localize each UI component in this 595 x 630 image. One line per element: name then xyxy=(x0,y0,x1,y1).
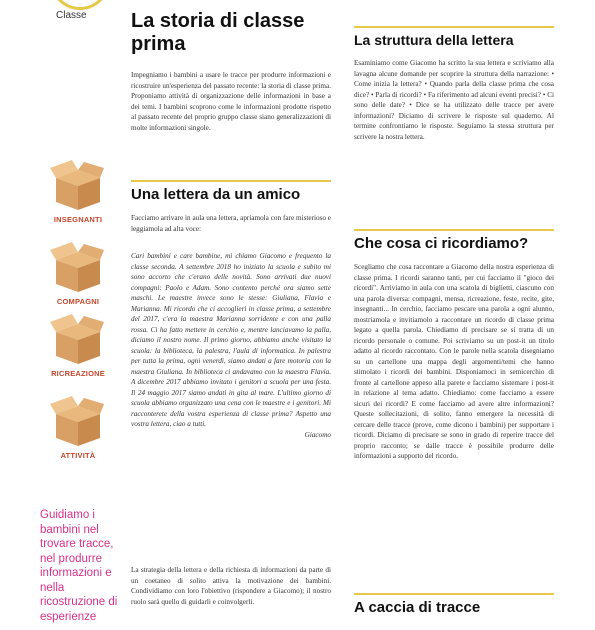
page-title: La storia di classe prima xyxy=(131,10,305,55)
section-heading-lettera: Una lettera da un amico xyxy=(131,180,331,203)
ricordiamo-paragraph: Scegliamo che cosa raccontare a Giacomo della nostra esperienza di classe prima. I ricordi saranno tanti, per cui facciamo il "gioco dei ricordi". Arriviamo in aula con una scatola di biglietti, ciascuno con una parola diversa: compagni, mensa, ricreazione, feste, recite, gite, insegnanti... In cerchio, facciamo pescare una parola a ogni alunno, mostriamola e invitiamolo a raccontare un ricordo di classe prima legato a quella parola. Chiediamo di precisare se si tratta di un ricordo personale o comune. Poi scriviamo su un post-it un titolo adatto al ricordo raccontato. Con le parole nella scatola disegniamo su un cartellone una mappa degli argomenti/temi che hanno stimolato i ricordi dei bambini. Disponiamoci in semicerchio di fronte al cartellone appeso alla parete e facciamo sistemare i post-it in relazione al tema adatto. Chiediamo: come facciamo a essere sicuri dei ricordi? E come facciamo ad avere altre informazioni? Queste sollecitazioni, di solito, fanno emergere la necessità di cercare delle tracce (prove, come dicono i bambini) per supportare i ricordi. Diciamo di precisare se sono in grado di reperire tracce del proprio racconto; se dalle tracce è possibile produrre delle informazioni a supporto del ricordo. xyxy=(354,263,554,460)
intro-paragraph: Impegniamo i bambini a usare le tracce per produrre informazioni e ricostruire un'esperienza del passato recente: la storia di classe prima. Proponiamo attività di organizzazione delle informazioni in base a dei temi. I bambini scoprono come le informazioni prodotte rispetto al passato recente del proprio gruppo classe siano generalizzazioni di molte informazioni singole. xyxy=(131,71,331,132)
section-heading-caccia: A caccia di tracce xyxy=(354,593,554,616)
cardboard-box-icon xyxy=(48,160,106,212)
box-attivita xyxy=(48,396,108,460)
lettera-after: La strategia della lettera e della richiesta di informazioni da parte di un coetaneo di solito attiva la motivazione dei bambini. Condividiamo con loro l'obiettivo (rispondere a Giacomo); il nostro ruolo sarà quello di guidarli e coinvolgerli. xyxy=(131,566,331,606)
left-sidebar xyxy=(0,0,118,630)
badge-arc xyxy=(50,0,110,10)
letter-signature: Giacomo xyxy=(304,430,331,439)
box-label: ATTIVITÀ xyxy=(60,451,96,460)
cardboard-box-icon xyxy=(48,396,106,448)
letter-text xyxy=(131,251,331,440)
cardboard-box-icon xyxy=(48,314,106,366)
box-ricreazione xyxy=(48,314,108,378)
box-label: COMPAGNI xyxy=(56,297,100,306)
sidebar-note: Guidiamo i bambini nel trovare tracce, nel produrre informazioni e nella ricostruzione di esperienze xyxy=(40,509,118,623)
section-heading-struttura: La struttura della lettera xyxy=(354,26,554,48)
letter-body: Cari bambini e care bambine, mi chiamo Giacomo e frequento la classe seconda. A settembre 2018 ho iniziato la scuola e subito mi sono accorto che c'erano delle novità. Sono arrivati due nuovi compagni: Paolo e Adam. Sono contento perché ora siamo sette maschi. Le maestre invece sono le stesse: Giuliana, Flavia e Marianna. Mi ricordo che ci accoglieri in classe prima, a settembre del 2017, c'era la maestra Marianna sorridente e con una palla rossa. Ci ha fatto mettere in cerchio e, mentre lanciavamo la palla, diciamo il nostro nome. Il primo giorno, abbiamo anche visitato la scuola: la biblioteca, la palestra, l'aula di informatica. In palestra per tutta la prima, ogni venerdì, siamo andati a fare motoria con la maestra Giuliana. In biblioteca ci andavamo con la maestra Flavia. A dicembre 2017 abbiamo invitato i genitori a scuola per una festa. Il 24 maggio 2017 siamo andati in gita al mare. L'ultimo giorno di scuola abbiamo organizzato una cena con le maestre e i genitori. Mi racconterete della vostra esperienza di classe prima? Aspetto una vostra lettera, ciao a tutti. xyxy=(131,252,331,428)
box-compagni xyxy=(48,242,108,306)
class-badge: Classe xyxy=(56,10,87,21)
struttura-paragraph: Esaminiamo come Giacomo ha scritto la sua lettera e scriviamo alla lavagna alcune domande per scoprire la struttura della narrazione: • Come inizia la lettera? • Quando parla della classe prima che cosa dice? • Parla di ricordi? • Fa riferimento ad alcuni eventi precisi? • Ci sono delle date? • Dice se ha utilizzato delle tracce per avere informazioni? Diciamo di scrivere le risposte sul quaderno. Al termine confrontiamo le risposte. Seguiamo la stessa struttura per scrivere la nostra lettera. xyxy=(354,59,554,141)
cardboard-box-icon xyxy=(48,242,106,294)
box-label: RICREAZIONE xyxy=(51,369,105,378)
section-heading-ricordiamo: Che cosa ci ricordiamo? xyxy=(354,229,554,252)
lettera-intro: Facciamo arrivare in aula una lettera, apriamola con fare misterioso e leggiamola ad alta voce: xyxy=(131,214,331,233)
box-insegnanti xyxy=(48,160,108,224)
box-label: INSEGNANTI xyxy=(53,215,103,224)
